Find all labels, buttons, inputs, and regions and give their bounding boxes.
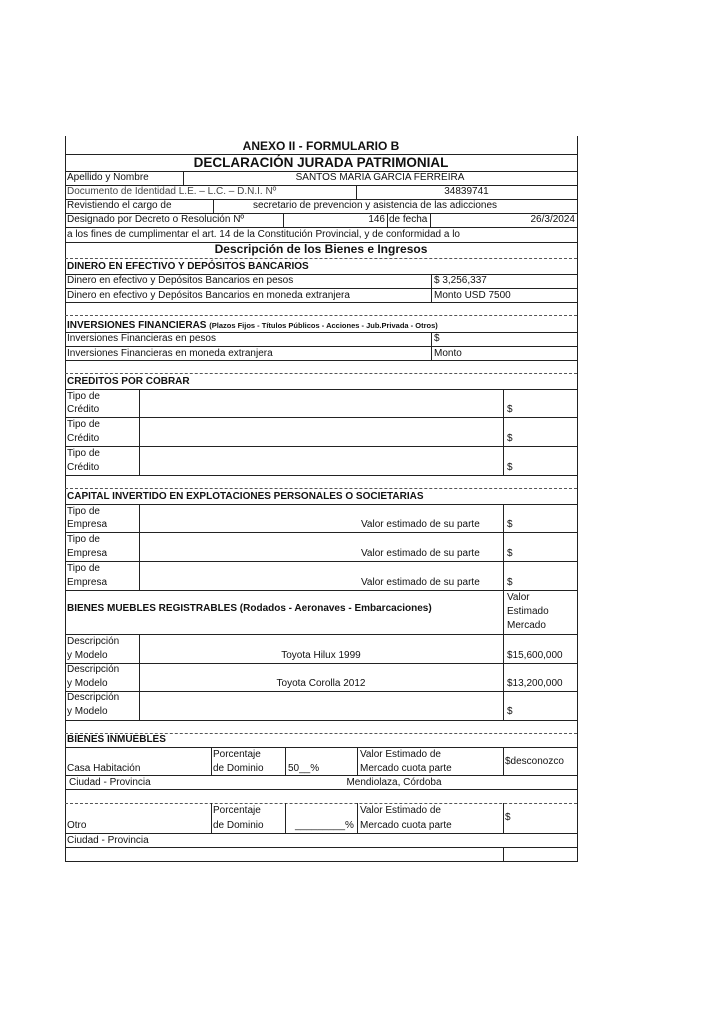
house-city-label: Ciudad - Provincia bbox=[69, 777, 151, 788]
decree-label: Designado por Decreto o Resolución Nº bbox=[67, 214, 245, 225]
credit-type-label: Tipo de bbox=[67, 448, 100, 459]
house-value: $desconozco bbox=[505, 756, 564, 767]
house-value-label: Mercado cuota parte bbox=[360, 763, 452, 774]
doc-label: Documento de Identidad L.E. – L.C. – D.N.I. Nº bbox=[67, 186, 277, 197]
other-value: $ bbox=[505, 812, 511, 823]
declaration-title: DECLARACIÓN JURADA PATRIMONIAL bbox=[193, 155, 449, 170]
form-right-border bbox=[577, 136, 578, 862]
capital-type-label: Tipo de bbox=[67, 534, 100, 545]
credit-amount: $ bbox=[507, 404, 513, 415]
date-label: de fecha bbox=[389, 214, 428, 225]
post-value: secretario de prevencion y asistencia de las adicciones bbox=[253, 200, 498, 211]
investments-foreign-label: Inversiones Financieras en moneda extranjera bbox=[67, 348, 273, 359]
annex-title: ANEXO II - FORMULARIO B bbox=[242, 139, 400, 153]
house-label: Casa Habitación bbox=[67, 763, 141, 774]
other-city-label: Ciudad - Provincia bbox=[67, 835, 149, 846]
movables-title: BIENES MUEBLES REGISTRABLES (Rodados - Aeronaves - Embarcaciones) bbox=[67, 603, 432, 614]
post-label: Revistiendo el cargo de bbox=[67, 200, 172, 211]
capital-estimate-label: Valor estimado de su parte bbox=[361, 548, 480, 559]
investments-subtitle: (Plazos Fijos - Títulos Públicos - Acciones - Jub.Privada - Otros) bbox=[209, 321, 438, 330]
investments-pesos-label: Inversiones Financieras en pesos bbox=[67, 333, 216, 344]
movable-description-label: Descripción bbox=[67, 636, 120, 647]
movables-value-header: Estimado bbox=[507, 606, 549, 617]
movable-model: Toyota Corolla 2012 bbox=[276, 678, 366, 689]
capital-type-label: Empresa bbox=[67, 577, 108, 588]
movable-description-label: Descripción bbox=[67, 692, 120, 703]
cash-foreign-label: Dinero en efectivo y Depósitos Bancarios en moneda extranjera bbox=[67, 290, 350, 301]
cash-title: DINERO EN EFECTIVO Y DEPÓSITOS BANCARIOS bbox=[67, 261, 309, 272]
declaration-form bbox=[65, 136, 577, 862]
investments-foreign-value: Monto bbox=[434, 348, 462, 359]
other-value-label: Mercado cuota parte bbox=[360, 820, 452, 831]
real-estate-title: BIENES INMUEBLES bbox=[67, 734, 166, 745]
capital-title: CAPITAL INVERTIDO EN EXPLOTACIONES PERSONALES O SOCIETARIAS bbox=[67, 491, 424, 502]
name-value: SANTOS MARIA GARCIA FERREIRA bbox=[295, 172, 465, 183]
movable-value: $ bbox=[507, 706, 513, 717]
capital-type-label: Tipo de bbox=[67, 506, 100, 517]
capital-type-label: Tipo de bbox=[67, 563, 100, 574]
capital-type-label: Empresa bbox=[67, 519, 108, 530]
movable-value: $13,200,000 bbox=[507, 678, 563, 689]
credits-title: CREDITOS POR COBRAR bbox=[67, 376, 190, 387]
name-label: Apellido y Nombre bbox=[67, 172, 149, 183]
house-percentage-value: 50__% bbox=[288, 763, 320, 774]
credit-amount: $ bbox=[507, 433, 513, 444]
house-percentage-label: Porcentaje bbox=[213, 749, 261, 760]
credit-type-label: Tipo de bbox=[67, 391, 100, 402]
credit-type-label: Tipo de bbox=[67, 419, 100, 430]
credit-type-label: Crédito bbox=[67, 433, 100, 444]
movables-value-header: Valor bbox=[507, 592, 530, 603]
credit-type-label: Crédito bbox=[67, 404, 100, 415]
cash-foreign-value: Monto USD 7500 bbox=[434, 290, 511, 301]
doc-value: 34839741 bbox=[444, 186, 489, 197]
house-city-value: Mendiolaza, Córdoba bbox=[346, 777, 442, 788]
credit-amount: $ bbox=[507, 462, 513, 473]
movable-description-label: y Modelo bbox=[67, 706, 108, 717]
other-value-label: Valor Estimado de bbox=[360, 805, 441, 816]
capital-estimate-label: Valor estimado de su parte bbox=[361, 519, 480, 530]
investments-pesos-value: $ bbox=[434, 333, 440, 344]
capital-amount: $ bbox=[507, 519, 513, 530]
house-percentage-label: de Dominio bbox=[213, 763, 264, 774]
capital-amount: $ bbox=[507, 577, 513, 588]
cash-pesos-label: Dinero en efectivo y Depósitos Bancarios en pesos bbox=[67, 275, 294, 286]
movable-model: Toyota Hilux 1999 bbox=[281, 650, 361, 661]
investments-title: INVERSIONES FINANCIERAS (Plazos Fijos - Títulos Públicos - Acciones - Jub.Privada - Otros) bbox=[67, 320, 438, 331]
other-percentage-value: _________% bbox=[295, 820, 354, 831]
legal-text: a los fines de cumplimentar el art. 14 de la Constitución Provincial, y de conformidad a lo bbox=[67, 229, 460, 240]
description-title: Descripción de los Bienes e Ingresos bbox=[214, 242, 428, 256]
decree-value: 146 bbox=[368, 214, 385, 225]
capital-type-label: Empresa bbox=[67, 548, 108, 559]
credit-type-label: Crédito bbox=[67, 462, 100, 473]
other-property-label: Otro bbox=[67, 820, 87, 831]
house-value-label: Valor Estimado de bbox=[360, 749, 441, 760]
movables-value-header: Mercado bbox=[507, 620, 546, 631]
movable-description-label: y Modelo bbox=[67, 650, 108, 661]
capital-estimate-label: Valor estimado de su parte bbox=[361, 577, 480, 588]
capital-amount: $ bbox=[507, 548, 513, 559]
movable-value: $15,600,000 bbox=[507, 650, 563, 661]
movable-description-label: y Modelo bbox=[67, 678, 108, 689]
movable-description-label: Descripción bbox=[67, 664, 120, 675]
other-percentage-label: de Dominio bbox=[213, 820, 264, 831]
cash-pesos-value: $ 3,256,337 bbox=[434, 275, 487, 286]
date-value: 26/3/2024 bbox=[530, 214, 575, 225]
other-percentage-label: Porcentaje bbox=[213, 805, 261, 816]
